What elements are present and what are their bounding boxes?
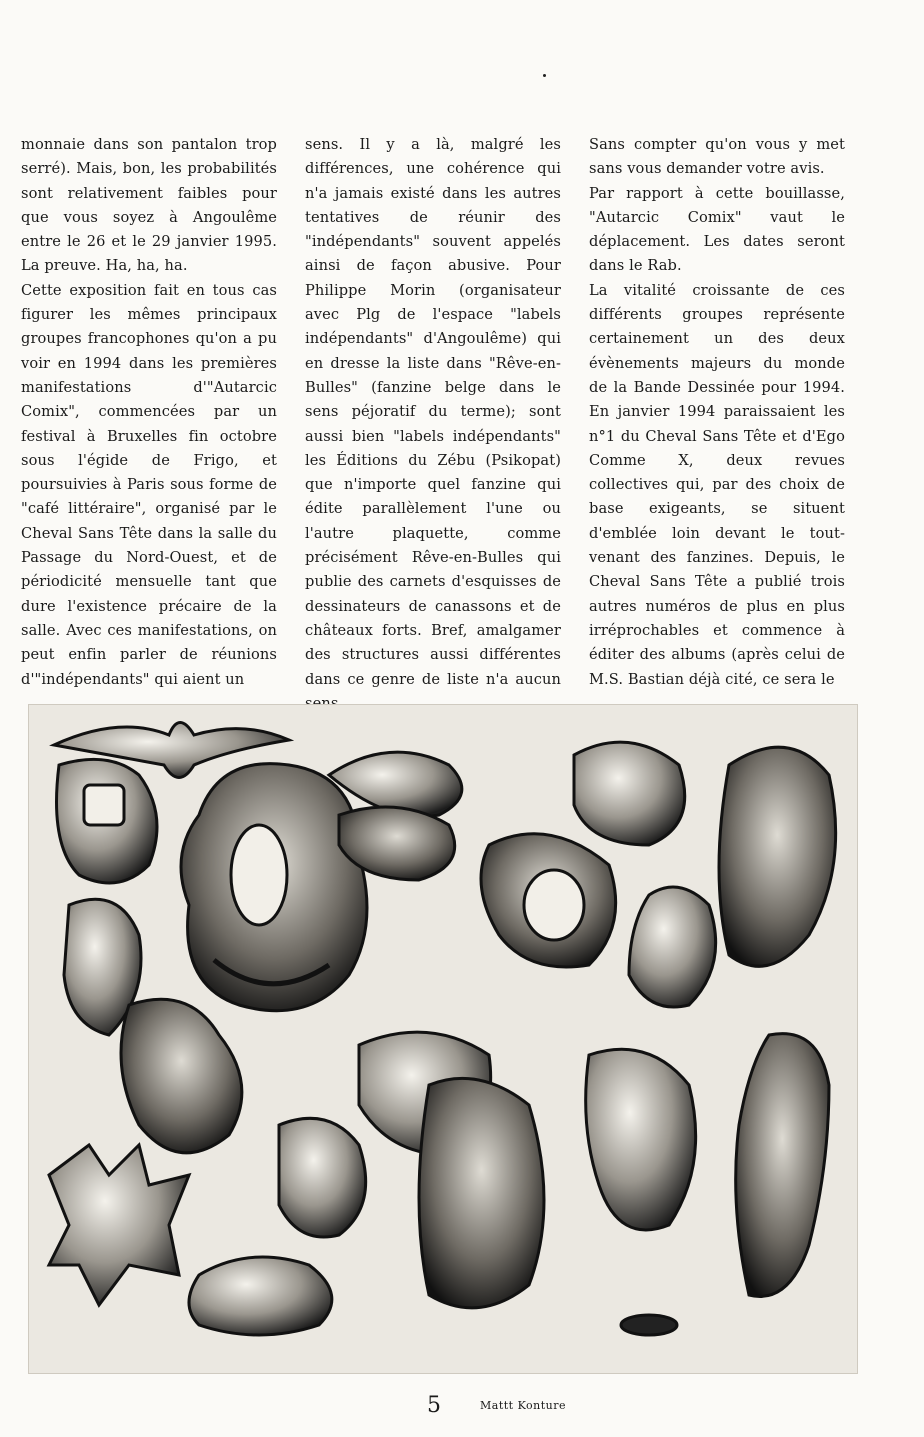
etching-illustration: [28, 704, 858, 1374]
text-column-3: [589, 133, 845, 692]
illustration-creatures: [29, 705, 857, 1373]
paragraph: Cette exposition fait en tous cas figurer les mêmes principaux groupes francophones qu'on a pu voir en 1994 dans les premières manifestations d'"Autarcic Comix", commencées par un festival à Bruxelles fin octobre sous l'égide de Frigo, et poursuivies à Paris sous forme de "café littéraire", organisé par le Cheval Sans Tête dans la salle du Passage du Nord-Ouest, et de périodicité mensuelle tant que dure l'existence précaire de la salle. Avec ces manifestations, on peut enfin parler de réunions d'"indépendants" qui aient un: [21, 281, 277, 688]
paragraph: Par rapport à cette bouillasse, "Autarcic Comix" vaut le déplacement. Les dates seront dans le Rab.: [589, 184, 845, 275]
text-column-1: [21, 133, 277, 692]
text-column-2: [305, 133, 561, 716]
paragraph: La vitalité croissante de ces différents groupes représente certainement un des deux évènements majeurs du monde de la Bande Dessinée pour 1994. En janvier 1994 paraissaient les n°1 du Cheval Sans Tête et d'Ego Comme X, deux revues collectives qui, par des choix de base exigeants, se situent d'emblée loin devant le tout-venant des fanzines. Depuis, le Cheval Sans Tête a publié trois autres numéros de plus en plus irréprochables et commence à éditer des albums (après celui de M.S. Bastian déjà cité, ce sera le: [589, 281, 845, 688]
top-dot-mark: [543, 74, 546, 77]
paragraph: sens. Il y a là, malgré les différences, une cohérence qui n'a jamais existé dans les autres tentatives de réunir des "indépendants" souvent appelés ainsi de façon abusive. Pour Philippe Morin (organisateur avec Plg de l'espace "labels indépendants" d'Angoulême) qui en dresse la liste dans "Rêve-en-Bulles" (fanzine belge dans le sens péjoratif du terme); sont aussi bien "labels indépendants" les Éditions du Zébu (Psikopat) que n'importe quel fanzine qui édite parallèlement l'une ou l'autre plaquette, comme précisément Rêve-en-Bulles qui publie des carnets d'esquisses de dessinateurs de canassons et de châteaux forts. Bref, amalgamer des structures aussi différentes dans ce genre de liste n'a aucun: [305, 136, 561, 688]
paragraph: Sans compter qu'on vous y met sans vous demander votre avis.: [589, 136, 845, 178]
paragraph: monnaie dans son pantalon trop serré). Mais, bon, les probabilités sont relativement faibles pour que vous soyez à Angoulême entre le 26 et le 29 janvier 1995. La preuve. Ha, ha, ha.: [21, 136, 277, 275]
footer-title: Mattt Konture: [480, 1399, 566, 1412]
page-number: 5: [427, 1393, 441, 1418]
